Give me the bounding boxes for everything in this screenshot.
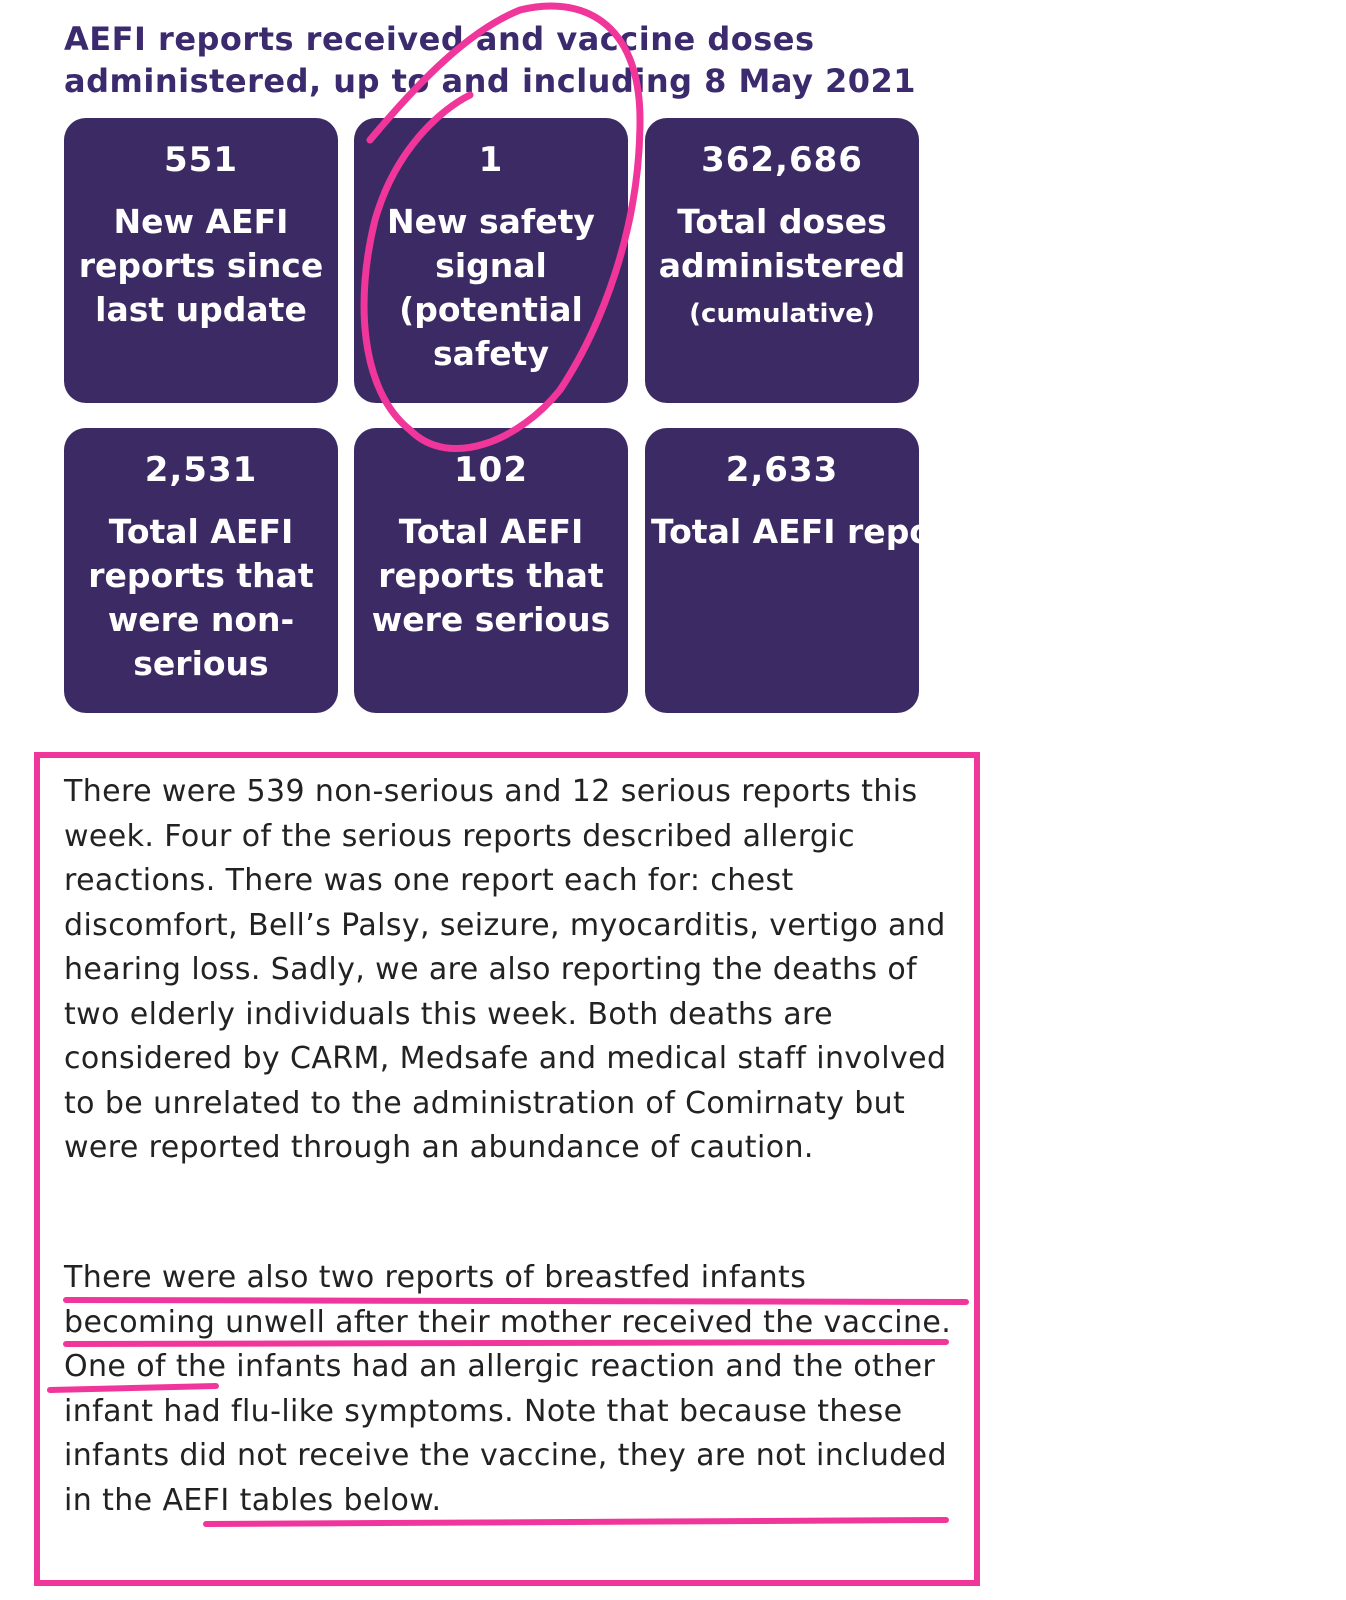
card-value: 2,633	[725, 450, 839, 490]
underline-annotation-4	[206, 1520, 946, 1524]
card-value: 551	[164, 140, 238, 180]
title-line-1: AEFI reports received and vaccine doses	[64, 20, 815, 58]
card-label: Total AEFI reports that were non-serious	[88, 512, 314, 683]
paragraph-weekly-reports: There were 539 non-serious and 12 serious reports this week. Four of the serious reports described allergic reactions. There was one report each for: chest discomfort, Bell’s Palsy, seizure, myocarditis, vertigo and hearing loss. Sadly, we are also reporting the deaths of two elderly individuals this week. Both deaths are considered by CARM, Medsafe and medical staff involved to be unrelated to the administration of Comirnaty but were reported through an abundance of caution.	[64, 774, 947, 1165]
underline-annotation-2	[66, 1342, 946, 1344]
card-value: 362,686	[701, 140, 863, 180]
underline-annotation-3	[50, 1386, 216, 1390]
card-label-text: Total doses administered	[658, 202, 906, 285]
title-line-2: administered, up to and including 8 May 2021	[64, 62, 917, 100]
card-sublabel: (cumulative)	[689, 299, 875, 329]
card-label: New AEFI reports since last update	[78, 202, 324, 329]
underline-annotation-1	[66, 1300, 966, 1302]
circle-annotation	[364, 6, 640, 449]
card-label: Total AEFI reports that were received	[651, 512, 1346, 551]
paragraph-breastfed-infants: There were also two reports of breastfed infants becoming unwell after their mother received the vaccine. One of the infants had an allergic reaction and the other infant had flu-like symptoms. Note that because these infants did not receive the vaccine, they are not included in the AEFI tables below.	[64, 1260, 952, 1518]
card-value: 2,531	[144, 450, 258, 490]
card-value: 1	[478, 140, 504, 180]
card-value: 102	[454, 450, 528, 490]
card-label: Total AEFI reports that were serious	[371, 512, 611, 639]
card-label: New safety signal (potential safety	[387, 202, 595, 373]
